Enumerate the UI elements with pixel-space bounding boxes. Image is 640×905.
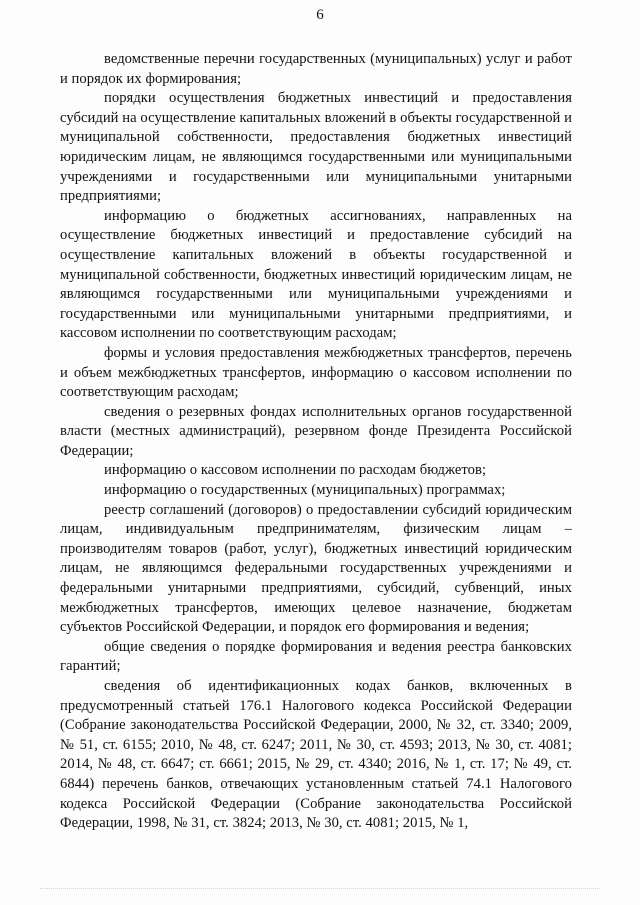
paragraph-interbudget-transfers: формы и условия предоставления межбюджетных трансфертов, перечень и объем межбюджетных трансфертов, информацию о кассовом исполнении по соответствующим расходам; (60, 344, 572, 401)
body-text (60, 50, 572, 834)
paragraph-budget-allocations: информацию о бюджетных ассигнованиях, направленных на осуществление бюджетных инвестиций и предоставление субсидий на осуществление капитальных вложений в объекты государственной и муниципальной собственности, бюджетных инвестиций юридическим лицам, не являющимся государственными или муниципальными учреждениями и государственными или муниципальными унитарными предприятиями, и кассовом исполнении по соответствующим расходам; (60, 207, 572, 342)
paragraph-agreements-register: реестр соглашений (договоров) о предоставлении субсидий юридическим лицам, индивидуальным предпринимателям, физическим лицам – производителям товаров (работ, услуг), бюджетных инвестиций юридическим лицам, не являющимся федеральными государственных учреждениями и федеральными унитарными предприятиями, субсидий, субвенций, иных межбюджетных трансфертов, имеющих целевое назначение, бюджетам субъектов Российской Федерации, и порядок его формирования и ведения; (60, 501, 572, 636)
paragraph-bank-codes: сведения об идентификационных кодах банков, включенных в предусмотренный статьей 176.1 Налогового кодекса Российской Федерации (Собрание законодательства Российской Федерации, 2000, № 32, ст. 3340; 2009, № 51, ст. 6155; 2010, № 48, ст. 6247; 2011, № 30, ст. 4593; 2013, № 30, ст. 4081; 2014, № 48, ст. 6647; ст. 6661; 2015, № 29, ст. 4340; 2016, № 1, ст. 17; № 49, ст. 6844) перечень банков, отвечающих установленным статьей 74.1 Налогового кодекса Российской Федерации (Собрание законодательства Российской Федерации, 1998, № 31, ст. 3824; 2013, № 30, ст. 4081; 2015, № 1, (60, 678, 572, 832)
paragraph-cash-execution: информацию о кассовом исполнении по расходам бюджетов; (104, 462, 487, 479)
paragraph-bank-guarantees: общие сведения о порядке формирования и ведения реестра банковских гарантий; (60, 638, 572, 675)
paragraph-reserve-funds: сведения о резервных фондах исполнительных органов государственной власти (местных администраций), резервном фонде Президента Российской Федерации; (60, 403, 572, 459)
paragraph-state-programs: информацию о государственных (муниципальных) программах; (104, 482, 506, 499)
page-number: 6 (316, 7, 324, 23)
scan-edge-line (40, 888, 600, 890)
paragraph-departmental-lists: ведомственные перечни государственных (муниципальных) услуг и работ и порядок их формирования; (60, 51, 572, 87)
paragraph-investment-procedures: порядки осуществления бюджетных инвестиций и предоставления субсидий на осуществление капитальных вложений в объекты государственной и муниципальной собственности, предоставления бюджетных инвестиций юридическим лицам, не являющимся государственными или муниципальными учреждениями и государственными или муниципальными унитарными предприятиями; (60, 90, 572, 205)
